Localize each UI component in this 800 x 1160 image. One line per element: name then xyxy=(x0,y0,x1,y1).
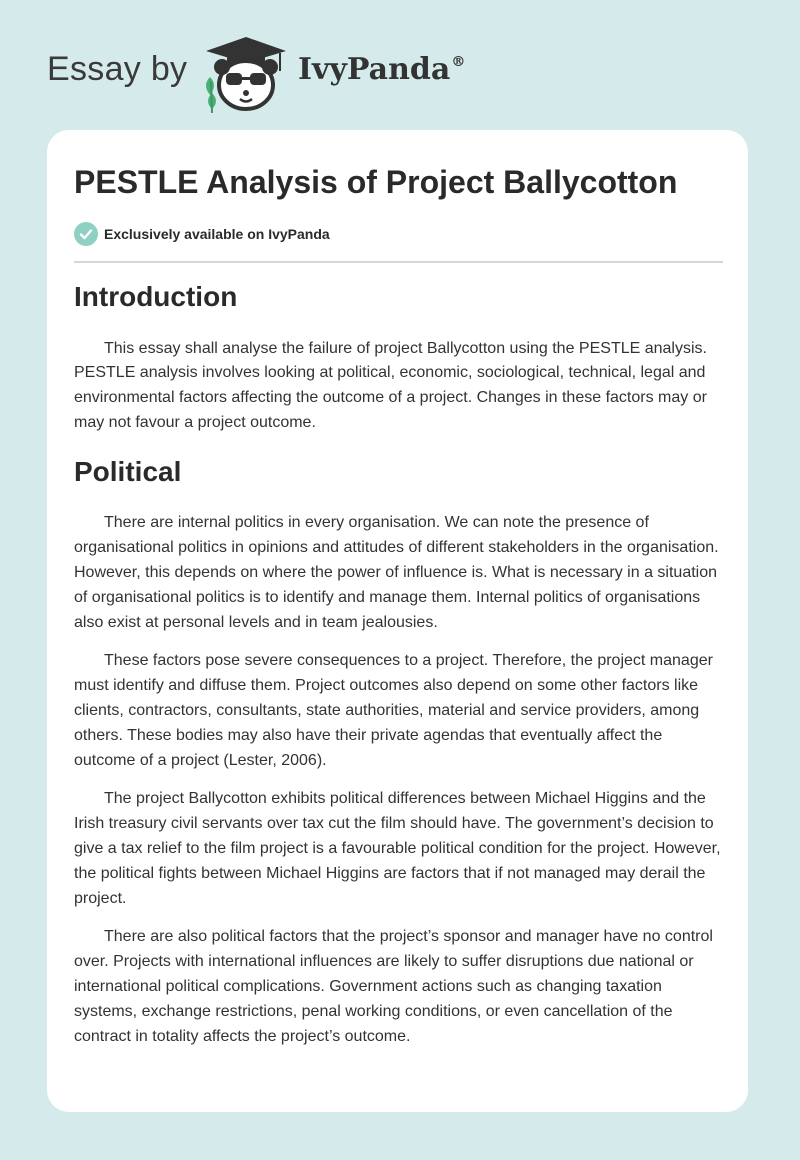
essay-by-label: Essay by xyxy=(47,50,188,88)
essay-card xyxy=(47,130,748,1112)
registered-mark: ® xyxy=(451,54,466,70)
brand-name[interactable] xyxy=(298,52,465,87)
paragraph: The project Ballycotton exhibits political differences between Michael Higgins and the Irish treasury civil servants over tax cut the film should have. The government’s decision to give a tax relief to the film project is a favourable political condition for the project. However, the political fights between Michael Higgins are factors that if not managed may derail the project. xyxy=(74,790,721,907)
brand-text: IvyPanda xyxy=(298,52,451,87)
site-header xyxy=(0,0,800,130)
panda-graduate-icon xyxy=(200,33,292,113)
paragraph: There are also political factors that the project’s sponsor and manager have no control over. Projects with international influences are likely to suffer disruptions due national or international political complications. Government actions such as changing taxation systems, exchange restrictions, penal working conditions, or even cancellation of the contract in totality affects the project’s outcome. xyxy=(74,928,713,1045)
section-heading-political: Political xyxy=(74,455,182,487)
paragraph: This essay shall analyse the failure of project Ballycotton using the PESTLE analysis. PESTLE analysis involves looking at political, economic, sociological, technical, legal and environmental factors affecting the outcome of a project. Changes in these factors may or may not favour a project outcome. xyxy=(74,339,707,431)
exclusive-badge xyxy=(74,222,330,246)
section-heading-introduction: Introduction xyxy=(74,281,238,312)
check-circle-icon xyxy=(74,222,98,246)
page-title: PESTLE Analysis of Project Ballycotton xyxy=(74,164,678,200)
essay-body xyxy=(74,280,724,1049)
paragraph: These factors pose severe consequences to a project. Therefore, the project manager must identify and diffuse them. Project outcomes also depend on some other factors like clients, contractors, consultants, state authorities, material and service providers, among others. These bodies may also have their private agendas that eventually affect the outcome of a project (Lester, 2006). xyxy=(74,652,713,769)
divider xyxy=(74,261,723,263)
paragraph: There are internal politics in every organisation. We can note the presence of organisational politics in opinions and attitudes of different stakeholders in the organisation. However, this depends on where the power of influence is. What is necessary in a situation of organisational politics is to identify and manage them. Internal politics of organisations also exist at personal levels and in team jealousies. xyxy=(74,514,719,631)
badge-text: Exclusively available on IvyPanda xyxy=(104,226,330,242)
